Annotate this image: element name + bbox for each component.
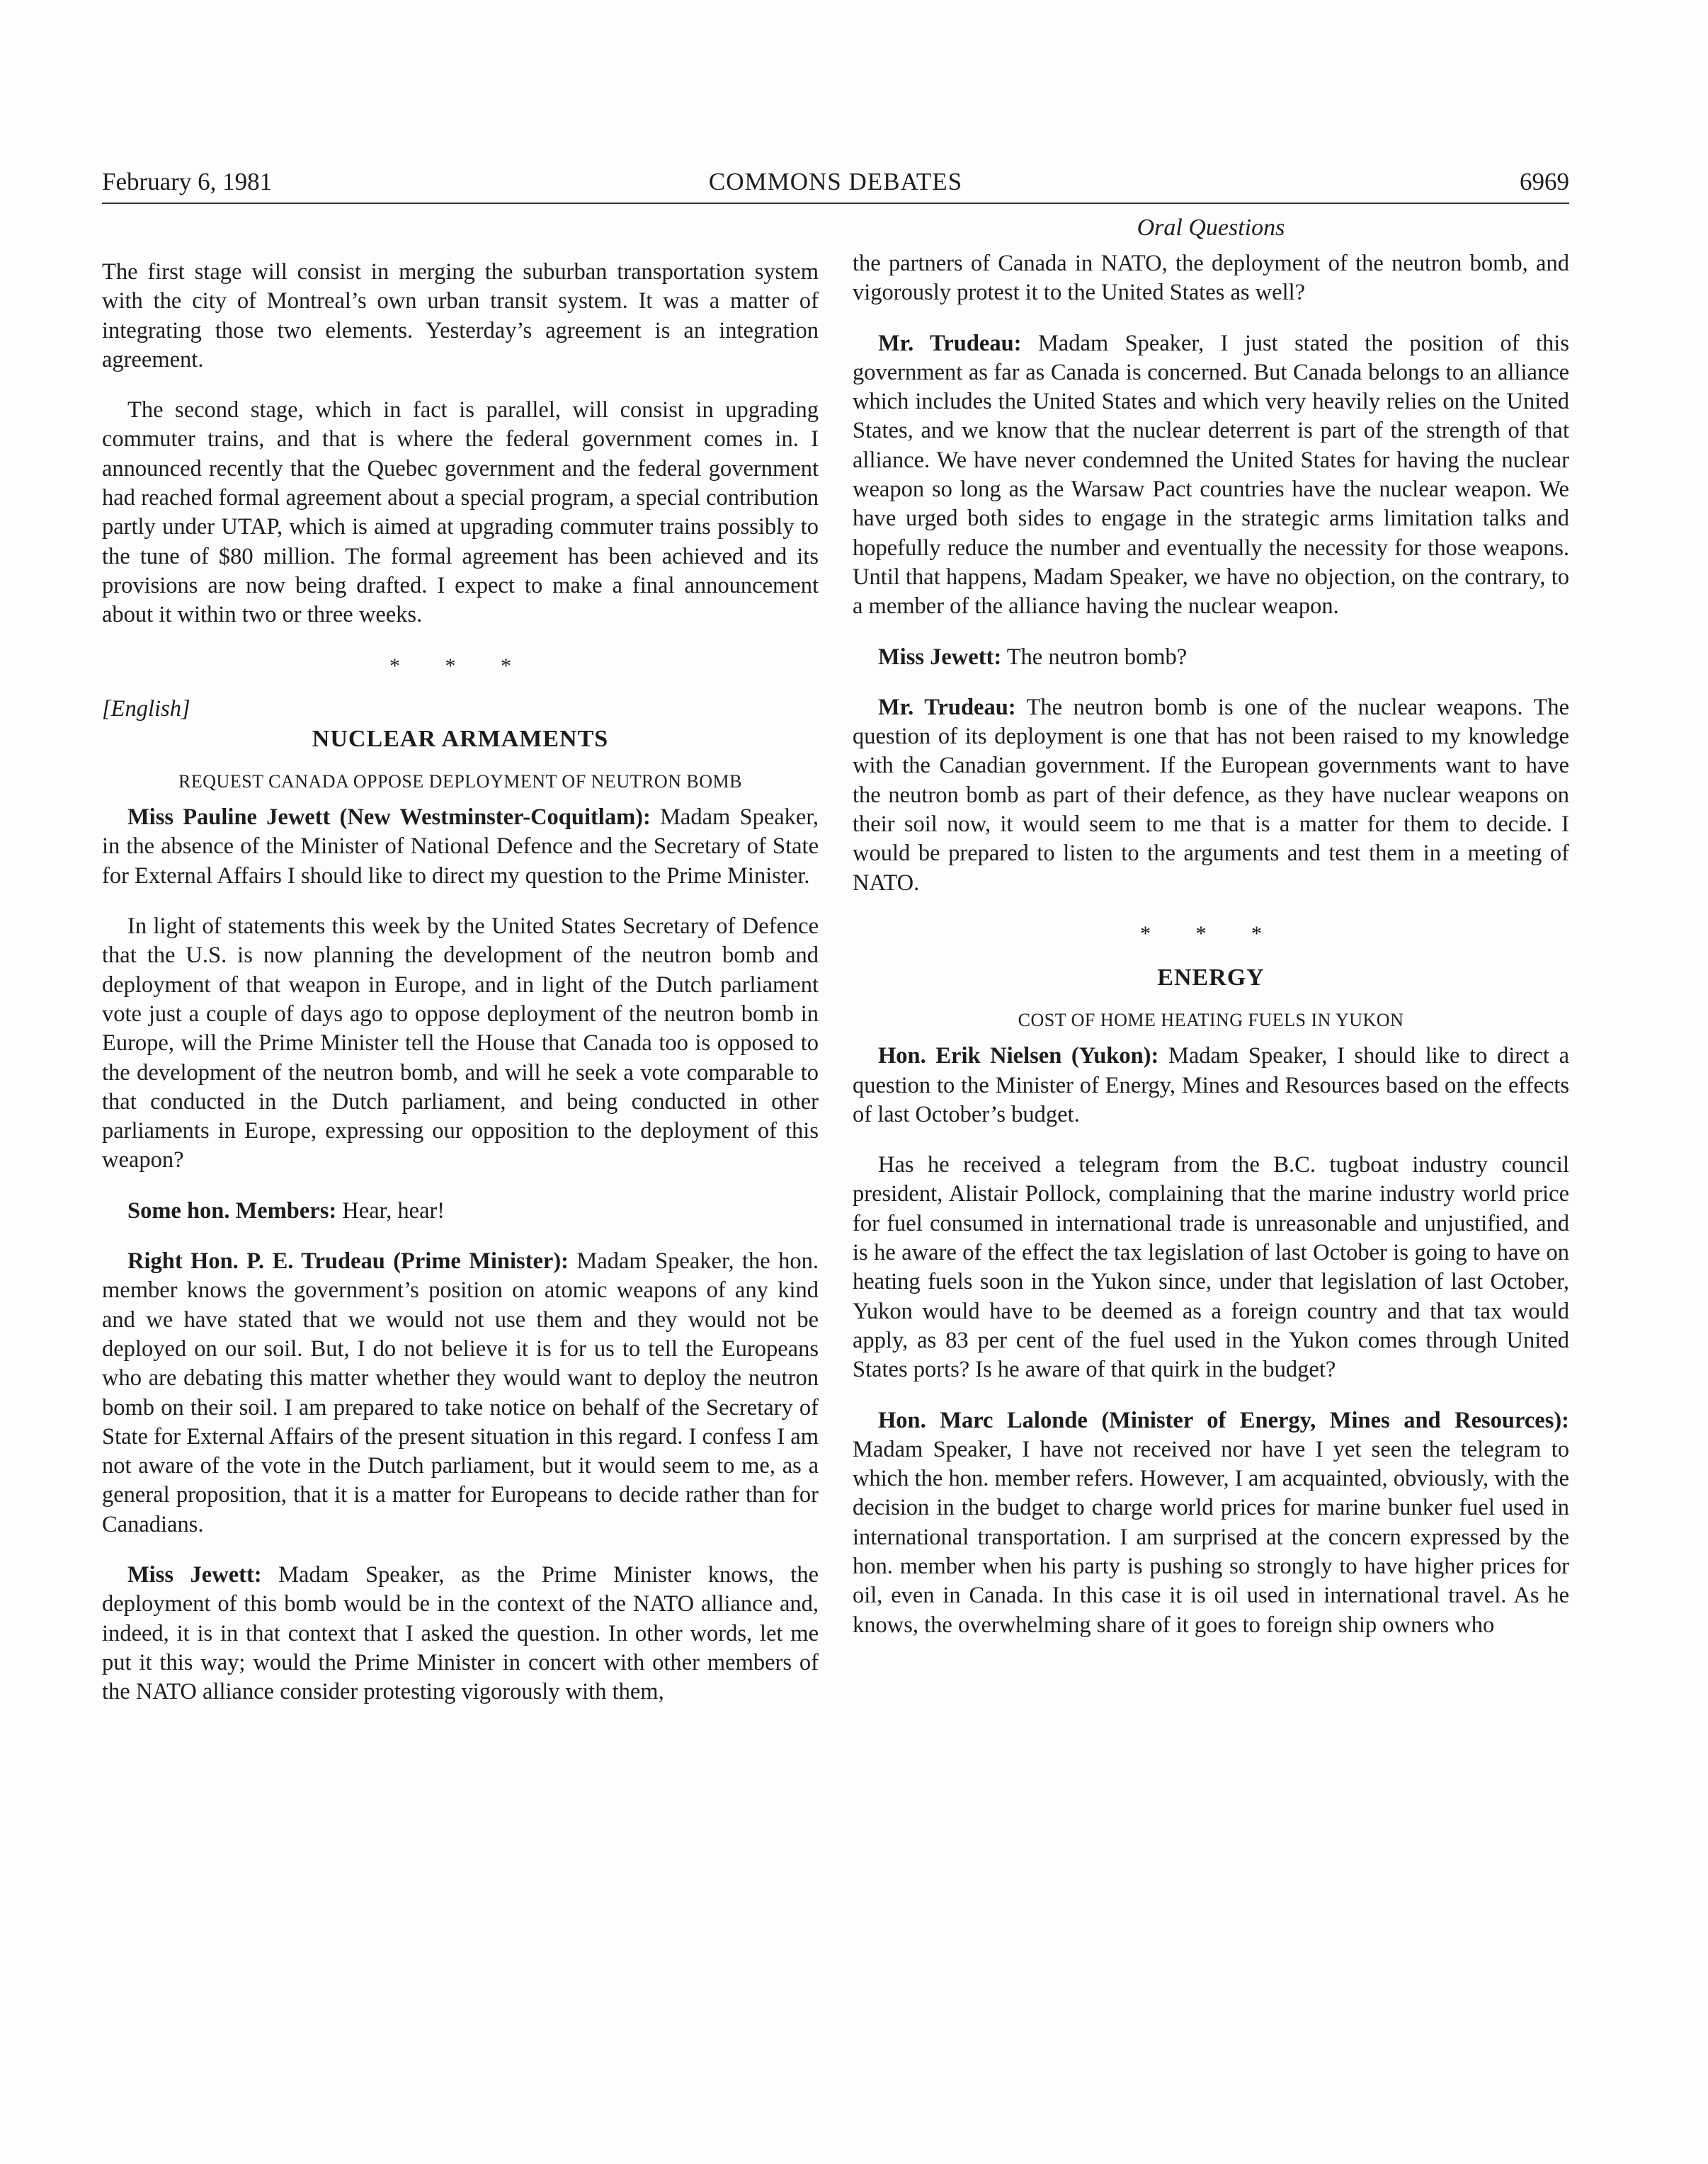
speech-paragraph <box>853 643 1569 672</box>
section-separator: * * * <box>1140 921 1282 945</box>
speaker-name: Hon. Erik Nielsen (Yukon): <box>878 1043 1159 1069</box>
speech-paragraph <box>102 1197 819 1226</box>
speech-paragraph <box>853 1406 1569 1640</box>
column-header: Oral Questions <box>1137 215 1285 241</box>
speech-text: Hear, hear! <box>336 1197 445 1224</box>
speech-text: The neutron bomb is one of the nuclear weapons. The question of its deployment is one that has not been raised to my knowledge with the Canadian government. If the European governments want to have the neutron bomb as part of their defence, as they have nuclear weapons on their soil now, it would seem to me that is a matter for them to decide. I would be prepared to listen to the arguments and test them in a meeting of NATO. <box>853 694 1569 896</box>
section-heading: NUCLEAR ARMAMENTS <box>312 726 609 753</box>
speech-paragraph <box>853 1042 1569 1129</box>
left-column <box>102 258 819 1728</box>
speech-paragraph <box>102 803 819 891</box>
speech-text: Madam Speaker, I have not received nor have I yet seen the telegram to which the hon. member refers. However, I am acquainted, obviously, with the decision in the budget to charge world prices for marine bunker fuel used in international transportation. I am surprised at the concern expressed by the hon. member when his party is pushing so strongly to have higher prices for oil, even in Canada. In this case it is oil used in international travel. As he knows, the overwhelming share of it goes to foreign ship owners who <box>853 1436 1569 1638</box>
speech-text: Madam Speaker, I just stated the position of this government as far as Canada is concerned. But Canada belongs to an alliance which includes the United States and which very heavily relies on the United States, and we know that the nuclear deterrent is part of the strength of that alliance. We have never condemned the United States for having the nuclear weapon so long as the Warsaw Pact countries have the nuclear weapon. We have urged both sides to engage in the strategic arms limitation talks and hopefully reduce the number and eventually the necessity for those weapons. Until that happens, Madam Speaker, we have no objection, on the contrary, to a member of the alliance having the nuclear weapon. <box>853 330 1569 620</box>
speaker-name: Some hon. Members: <box>127 1197 337 1224</box>
speaker-name: Right Hon. P. E. Trudeau (Prime Minister): <box>127 1248 569 1275</box>
speech-paragraph <box>853 693 1569 898</box>
running-head-date: February 6, 1981 <box>102 168 273 195</box>
paragraph: In light of statements this week by the United States Secretary of Defence that the U.S. is now planning the development of the neutron bomb and deployment of that weapon in Europe, and in light of the Dutch parliament vote just a couple of days ago to oppose deployment of the neutron bomb in Europe, will the Prime Minister tell the House that Canada too is opposed to the development of the neutron bomb, and will he seek a vote comparable to that conducted in the Dutch parliament, and being conducted in other parliaments in Europe, expressing our opposition to the deployment of this weapon? <box>102 913 819 1173</box>
speaker-name: Mr. Trudeau: <box>878 694 1016 720</box>
paragraph: the partners of Canada in NATO, the deployment of the neutron bomb, and vigorously protest it to the United States as well? <box>853 251 1569 306</box>
speaker-name: Miss Jewett: <box>127 1561 262 1588</box>
section-separator: * * * <box>389 654 531 678</box>
speaker-name: Miss Pauline Jewett (New Westminster-Coquitlam): <box>127 804 651 831</box>
section-subheading: COST OF HOME HEATING FUELS IN YUKON <box>1018 1010 1404 1031</box>
speech-paragraph <box>853 329 1569 622</box>
document-page <box>102 164 1569 2133</box>
section-heading: ENERGY <box>1157 964 1265 991</box>
speech-text: The neutron bomb? <box>1001 644 1188 670</box>
paragraph: The second stage, which in fact is parallel, will consist in upgrading commuter trains, and that is where the federal government comes in. I announced recently that the Quebec government and the federal government had reached formal agreement about a special program, a special contribution partly under UTAP, which is aimed at upgrading commuter trains possibly to the tune of $80 million. The formal agreement has been achieved and its provisions are now being drafted. I expect to make a final announcement about it within two or three weeks. <box>102 397 819 628</box>
section-subheading: REQUEST CANADA OPPOSE DEPLOYMENT OF NEUTRON BOMB <box>178 771 742 792</box>
speech-text: Madam Speaker, the hon. member knows the government’s position on atomic weapons of any kind and we have stated that we would not use them and they would not be deployed on our soil. But, I do not believe it is for us to tell the Europeans who are debating this matter whether they would want to deploy the neutron bomb on their soil. I am prepared to take notice on behalf of the Secretary of State for External Affairs of the present situation in this regard. I confess I am not aware of the vote in the Dutch parliament, but it would seem to me, as a general proposition, that it is a matter for Europeans to decide rather than for Canadians. <box>102 1248 819 1537</box>
speaker-name: Hon. Marc Lalonde (Minister of Energy, Mines and Resources): <box>878 1407 1569 1433</box>
running-head <box>102 164 1569 204</box>
paragraph: The first stage will consist in merging the suburban transportation system with the city of Montreal’s own urban transit system. It was a matter of integrating those two elements. Yesterday’s agreement is an integration agreement. <box>102 259 819 372</box>
running-head-title: COMMONS DEBATES <box>708 168 963 195</box>
speech-text: Madam Speaker, as the Prime Minister knows, the deployment of this bomb would be in the context of the NATO alliance and, indeed, it is in that context that I asked the question. In other words, let me put it this way; would the Prime Minister in concert with other members of the NATO alliance consider protesting vigorously with them, <box>102 1561 819 1705</box>
speech-text: Madam Speaker, I should like to direct a question to the Minister of Energy, Mines and Resources based on the effects of last October’s budget. <box>853 1043 1570 1127</box>
page-number: 6969 <box>1520 168 1569 195</box>
paragraph: Has he received a telegram from the B.C. tugboat industry council president, Alistair Pollock, complaining that the marine industry world price for fuel consumed in international trade is unreasonable and unjustified, and is he aware of the effect the tax legislation of last October is going to have on heating fuels soon in the Yukon since, under that legislation of last October, Yukon would have to be deemed as a foreign country and that tax would apply, as 83 per cent of the fuel used in the Yukon comes through United States ports? Is he aware of that quirk in the budget? <box>853 1152 1569 1383</box>
speaker-name: Mr. Trudeau: <box>878 330 1022 356</box>
speech-paragraph <box>102 1561 819 1707</box>
speech-paragraph <box>102 1247 819 1539</box>
language-marker: [English] <box>102 695 190 722</box>
right-column <box>853 212 1569 1661</box>
speech-text: Madam Speaker, in the absence of the Minister of National Defence and the Secretary of State for External Affairs I should like to direct my question to the Prime Minister. <box>102 804 819 889</box>
speaker-name: Miss Jewett: <box>878 644 1002 670</box>
